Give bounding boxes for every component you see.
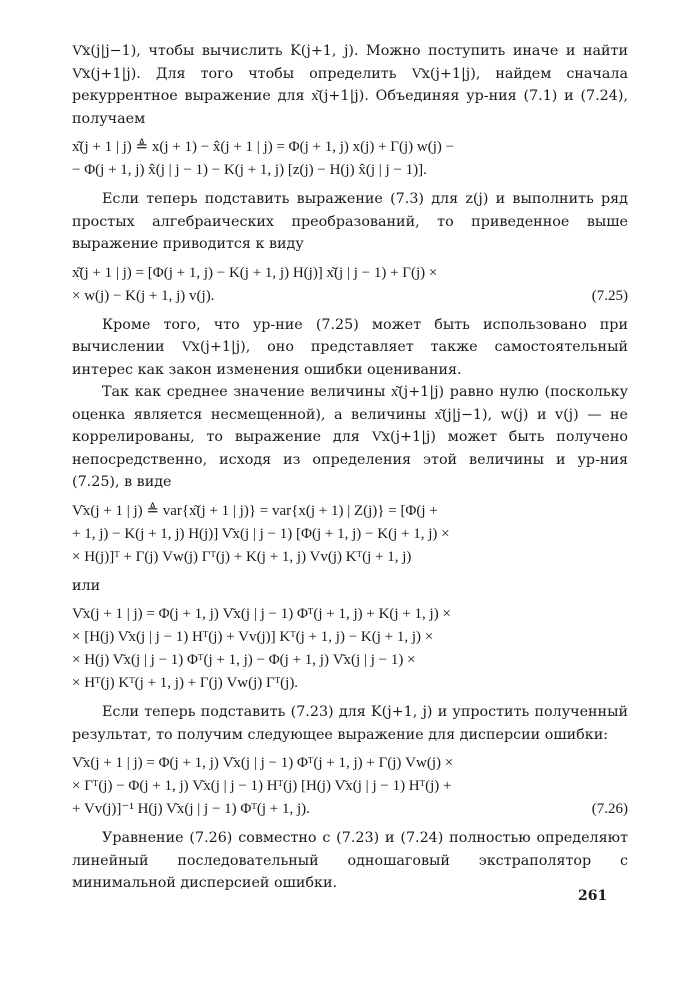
formula-text: V͂x(j + 1 | j) ≜ var{x͂(j + 1 | j)} = var{x(j + 1) | Z(j)} = [Φ(j + — [72, 502, 438, 519]
formula-line — [72, 500, 628, 523]
formula-text: × H(j) V͂x(j | j − 1) Φᵀ(j + 1, j) − Φ(j + 1, j) V͂x(j | j − 1) × — [72, 652, 416, 668]
paragraph-intro: V͂x(j|j−1), чтобы вычислить K(j+1, j). Можно поступить иначе и найти V͂x(j+1|j). Для того чтобы определить V͂x(j+1|j), найдем сначала рекуррентное выражение для x͂(j+1|j). Объединяя ур-ния (7.1) и (7.24), получаем — [72, 43, 628, 127]
formula-error-recursion — [72, 136, 628, 182]
formula-text: × Γᵀ(j) − Φ(j + 1, j) V͂x(j | j − 1) Hᵀ(j) [H(j) V͂x(j | j − 1) Hᵀ(j) + — [72, 778, 452, 794]
formula-text: − Φ(j + 1, j) x̂(j | j − 1) − K(j + 1, j) [z(j) − H(j) x̂(j | j − 1)]. — [72, 162, 427, 178]
formula-line — [72, 775, 628, 798]
formula-text: V͂x(j + 1 | j) = Φ(j + 1, j) V͂x(j | j − 1) Φᵀ(j + 1, j) + Γ(j) Vw(j) × — [72, 755, 454, 771]
formula-7-25 — [72, 262, 628, 308]
formula-text: × Hᵀ(j) Kᵀ(j + 1, j) + Γ(j) Vw(j) Γᵀ(j). — [72, 675, 299, 691]
formula-text: + 1, j) − K(j + 1, j) H(j)] V͂x(j | j − 1) [Φ(j + 1, j) − K(j + 1, j) × — [72, 525, 450, 542]
formula-variance-definition — [72, 500, 628, 569]
formula-line — [72, 798, 628, 821]
formula-line — [72, 523, 628, 546]
formula-text: x͂(j + 1 | j) = [Φ(j + 1, j) − K(j + 1, j) H(j)] x͂(j | j − 1) + Γ(j) × — [72, 264, 438, 281]
equation-number: (7.25) — [591, 287, 628, 304]
formula-line — [72, 546, 628, 569]
paragraph-simplify: Если теперь подставить (7.23) для K(j+1, j) и упростить полученный результат, то получим следующее выражение для дисперсии ошибки: — [72, 704, 628, 743]
formula-text: x͂(j + 1 | j) ≜ x(j + 1) − x̂(j + 1 | j) = Φ(j + 1, j) x(j) + Γ(j) w(j) − — [72, 139, 455, 155]
formula-line — [72, 672, 628, 695]
formula-variance-expanded — [72, 603, 628, 695]
equation-number: (7.26) — [591, 801, 628, 817]
paragraph-conclusion: Уравнение (7.26) совместно с (7.23) и (7.24) полностью определяют линейный последовательный одношаговый экстраполятор с минимальной дисперсией ошибки. — [72, 830, 628, 891]
formula-text: × w(j) − K(j + 1, j) v(j). — [72, 287, 215, 304]
formula-text: × H(j)]ᵀ + Γ(j) Vw(j) Γᵀ(j) + K(j + 1, j) Vv(j) Kᵀ(j + 1, j) — [72, 548, 412, 565]
formula-line — [72, 262, 628, 285]
paragraph-usage: Кроме того, что ур-ние (7.25) может быть использовано при вычислении V͂x(j+1|j), оно представляет также самостоятельный интерес как закон изменения ошибки оценивания. — [72, 316, 628, 378]
formula-line — [72, 136, 628, 159]
formula-line — [72, 649, 628, 672]
formula-text: × [H(j) V͂x(j | j − 1) Hᵀ(j) + Vv(j)] Kᵀ(j + 1, j) − K(j + 1, j) × — [72, 629, 434, 645]
formula-7-26 — [72, 752, 628, 821]
formula-text: V͂x(j + 1 | j) = Φ(j + 1, j) V͂x(j | j − 1) Φᵀ(j + 1, j) + K(j + 1, j) × — [72, 606, 451, 622]
formula-line — [72, 603, 628, 626]
formula-text: + Vv(j)]⁻¹ H(j) V͂x(j | j − 1) Φᵀ(j + 1, j). — [72, 801, 310, 817]
paragraph-or: или — [72, 577, 101, 594]
paragraph-substitute: Если теперь подставить выражение (7.3) для z(j) и выполнить ряд простых алгебраических преобразований, то приведенное выше выражение приводится к виду — [72, 191, 628, 252]
formula-line — [72, 626, 628, 649]
formula-line — [72, 752, 628, 775]
page-body — [72, 40, 628, 895]
page-number: 261 — [578, 888, 608, 904]
formula-line — [72, 159, 628, 182]
paragraph-variance-derivation: Так как среднее значение величины x͂(j+1|j) равно нулю (поскольку оценка является несмещенной), а величины x͂(j|j−1), w(j) и v(j) — не коррелированы, то выражение для V͂x(j+1|j) может быть получено непосредственно, исходя из определения этой величины и ур-ния (7.25), в виде — [72, 384, 628, 490]
formula-line — [72, 285, 628, 308]
